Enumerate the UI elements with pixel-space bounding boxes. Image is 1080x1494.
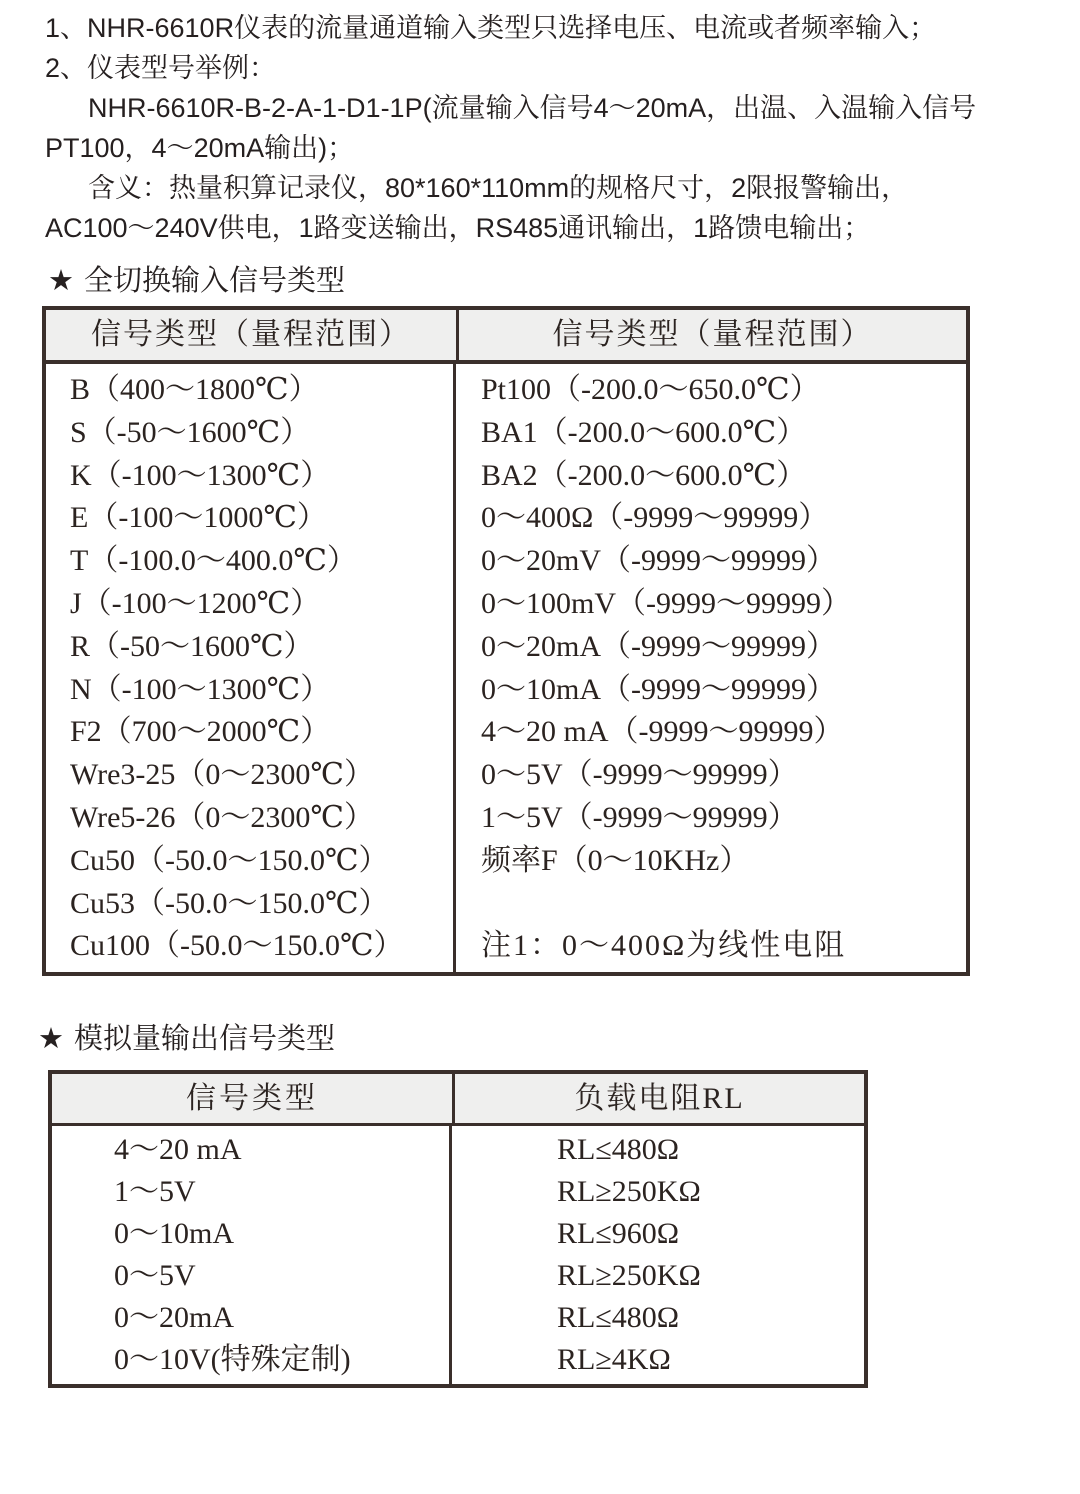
signal-range-item: 0～5V（-9999～99999） xyxy=(481,758,798,792)
intro-line-6: AC100～240V供电，1路变送输出，RS485通讯输出，1路馈电输出； xyxy=(45,213,871,243)
output-signal-table-header xyxy=(52,1074,864,1126)
load-resistance-item: RL≥250KΩ xyxy=(557,1259,701,1293)
intro-line-3: NHR-6610R-B-2-A-1-D1-1P(流量输入信号4～20mA，出温、入温输入信号 xyxy=(88,93,977,123)
signal-range-item: J（-100～1200℃） xyxy=(70,586,321,620)
output-signal-item: 0～20mA xyxy=(114,1301,234,1335)
output-signal-section-title-text: 模拟量输出信号类型 xyxy=(74,1023,336,1056)
load-resistance-item: RL≥4KΩ xyxy=(557,1343,671,1377)
signal-range-item: 4～20 mA（-9999～99999） xyxy=(481,715,844,749)
signal-range-item: K（-100～1300℃） xyxy=(70,458,331,492)
signal-range-item: Cu100（-50.0～150.0℃） xyxy=(70,929,404,963)
signal-range-item: Wre3-25（0～2300℃） xyxy=(70,758,374,792)
load-resistance-item: RL≤480Ω xyxy=(557,1133,680,1167)
output-signal-item: 4～20 mA xyxy=(114,1133,242,1167)
signal-range-item: Cu53（-50.0～150.0℃） xyxy=(70,886,389,920)
signal-range-item: BA1（-200.0～600.0℃） xyxy=(481,415,807,449)
linear-resistance-note: 注1：0～400Ω为线性电阻 xyxy=(481,929,847,963)
signal-range-item: Pt100（-200.0～650.0℃） xyxy=(481,373,820,406)
input-signal-section-title xyxy=(48,264,1080,298)
signal-range-item: N（-100～1300℃） xyxy=(70,672,331,706)
signal-range-item: R（-50～1600℃） xyxy=(70,629,314,663)
signal-range-item: 0～20mV（-9999～99999） xyxy=(481,544,836,578)
signal-range-item: T（-100.0～400.0℃） xyxy=(70,544,357,578)
signal-range-item: F2（700～2000℃） xyxy=(70,715,331,749)
intro-line-2: 2、仪表型号举例： xyxy=(45,53,277,83)
signal-range-item: 1～5V（-9999～99999） xyxy=(481,800,798,834)
output-signal-section-title xyxy=(38,1022,1080,1056)
intro-line-4: PT100，4～20mA输出)； xyxy=(45,133,355,163)
load-resistance-item: RL≤960Ω xyxy=(557,1217,680,1251)
output-table-header-signal: 信号类型 xyxy=(52,1074,455,1123)
intro-line-5: 含义：热量积算记录仪，80*160*110mm的规格尺寸，2限报警输出， xyxy=(88,173,909,203)
output-signal-item: 0～10mA xyxy=(114,1217,234,1251)
signal-range-item: 频率F（0～10KHz） xyxy=(481,843,750,877)
signal-range-item: Cu50（-50.0～150.0℃） xyxy=(70,843,389,877)
star-icon: ★ xyxy=(48,265,74,297)
input-table-right-column xyxy=(456,364,966,972)
input-signal-table xyxy=(42,306,970,976)
load-resistance-item: RL≥250KΩ xyxy=(557,1175,701,1209)
input-table-left-column xyxy=(46,364,456,972)
signal-range-item: Wre5-26（0～2300℃） xyxy=(70,800,374,834)
signal-range-item: E（-100～1000℃） xyxy=(70,501,327,535)
input-signal-section-title-text: 全切换输入信号类型 xyxy=(84,265,346,297)
output-signal-item: 0～5V xyxy=(114,1259,196,1293)
intro-notes xyxy=(0,0,1080,248)
output-table-signal-column xyxy=(52,1126,452,1384)
output-signal-item: 0～10V(特殊定制) xyxy=(114,1343,351,1377)
output-table-load-column xyxy=(452,1126,864,1384)
output-table-header-load: 负载电阻RL xyxy=(574,1082,745,1116)
signal-range-item: S（-50～1600℃） xyxy=(70,415,311,449)
output-signal-item: 1～5V xyxy=(114,1175,196,1209)
signal-range-item: 0～10mA（-9999～99999） xyxy=(481,672,836,706)
output-signal-table-body xyxy=(52,1126,864,1384)
input-table-header-left: 信号类型（量程范围） xyxy=(46,310,459,360)
signal-range-item: 0～400Ω（-9999～99999） xyxy=(481,501,829,535)
input-table-header-right: 信号类型（量程范围） xyxy=(552,318,873,351)
signal-range-item: BA2（-200.0～600.0℃） xyxy=(481,458,807,492)
input-signal-table-header xyxy=(46,310,966,364)
signal-range-item: 0～20mA（-9999～99999） xyxy=(481,629,836,663)
blank-line xyxy=(481,883,966,926)
signal-range-item: B（400～1800℃） xyxy=(70,373,319,406)
intro-line-1: 1、NHR-6610R仪表的流量通道输入类型只选择电压、电流或者频率输入； xyxy=(45,13,937,43)
signal-range-item: 0～100mV（-9999～99999） xyxy=(481,586,851,620)
star-icon: ★ xyxy=(38,1023,64,1056)
output-signal-table xyxy=(48,1070,868,1388)
load-resistance-item: RL≤480Ω xyxy=(557,1301,680,1335)
input-signal-table-body xyxy=(46,364,966,972)
